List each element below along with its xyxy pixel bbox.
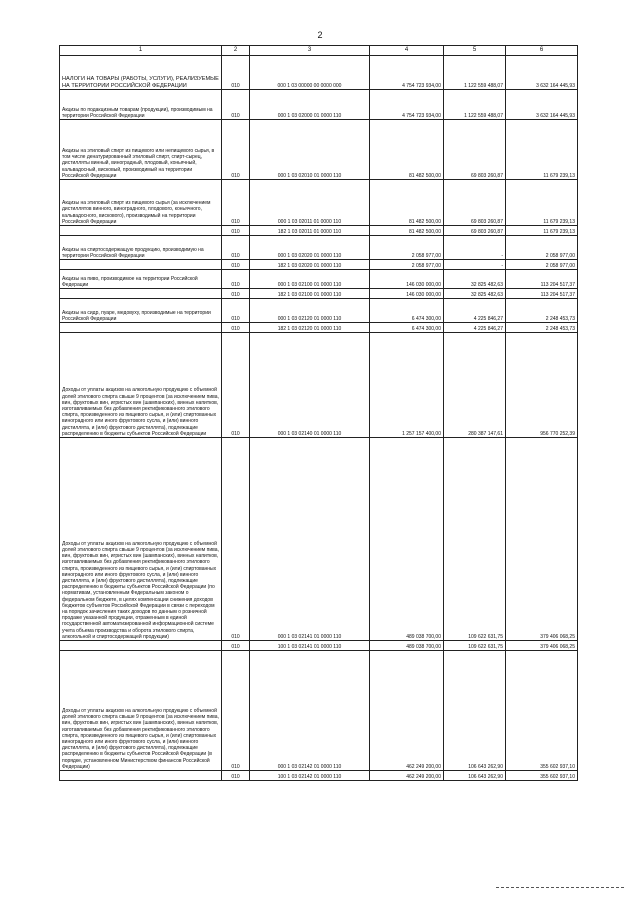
row-executed-amount: 106 643 262,90 (444, 771, 506, 781)
row-unexecuted-amount: 113 204 517,37 (506, 289, 578, 299)
row-line-code: 010 (222, 771, 250, 781)
row-approved-amount: 2 058 977,00 (370, 260, 444, 270)
row-unexecuted-amount: 379 406 068,25 (506, 641, 578, 651)
row-unexecuted-amount: 11 679 239,13 (506, 226, 578, 236)
row-line-code: 010 (222, 226, 250, 236)
row-executed-amount: - (444, 260, 506, 270)
row-budget-code: 182 1 03 02020 01 0000 110 (250, 260, 370, 270)
row-budget-code: 182 1 03 02120 01 0000 110 (250, 323, 370, 333)
footer-rule (496, 887, 624, 888)
row-unexecuted-amount: 11 679 239,13 (506, 120, 578, 180)
row-budget-code: 000 1 03 00000 00 0000 000 (250, 56, 370, 90)
table-body (60, 56, 578, 781)
row-unexecuted-amount: 113 204 517,37 (506, 270, 578, 289)
column-header-row (60, 46, 578, 56)
row-approved-amount: 489 038 700,00 (370, 641, 444, 651)
row-description: Доходы от уплаты акцизов на алкогольную продукцию с объемной долей этилового спирта свыше 9 процентов (за исключением пива, вин, фруктовых вин, игристых вин (шампанских), винных напитков, изготавливаемых без добавления ректификованного этилового спирта, произведенного из пищевого сырья, и (или) спиртованных виноградного или иного фруктового сусла, и (или) винного дистиллята, и (или) фруктового дистиллята), подлежащие распределению в бюджеты субъектов Российской Федерации (в порядке, установленном Министерством финансов Российской Федерации) (60, 651, 222, 771)
row-approved-amount: 6 474 300,00 (370, 323, 444, 333)
column-header-2: 2 (222, 46, 250, 56)
row-approved-amount: 6 474 300,00 (370, 299, 444, 323)
row-line-code: 010 (222, 56, 250, 90)
column-header-3: 3 (250, 46, 370, 56)
row-line-code: 010 (222, 180, 250, 226)
table-row (60, 333, 578, 438)
row-budget-code: 000 1 03 02011 01 0000 110 (250, 180, 370, 226)
row-executed-amount: - (444, 236, 506, 260)
row-unexecuted-amount: 2 058 977,00 (506, 260, 578, 270)
row-unexecuted-amount: 355 602 937,10 (506, 771, 578, 781)
column-header-5: 5 (444, 46, 506, 56)
table-row (60, 771, 578, 781)
row-line-code: 010 (222, 333, 250, 438)
row-description: НАЛОГИ НА ТОВАРЫ (РАБОТЫ, УСЛУГИ), РЕАЛИЗУЕМЫЕ НА ТЕРРИТОРИИ РОССИЙСКОЙ ФЕДЕРАЦИИ (60, 56, 222, 90)
row-approved-amount: 462 249 200,00 (370, 771, 444, 781)
table-row (60, 299, 578, 323)
row-approved-amount: 81 482 500,00 (370, 226, 444, 236)
table-row (60, 651, 578, 771)
row-unexecuted-amount: 11 679 239,13 (506, 180, 578, 226)
row-executed-amount: 4 225 846,27 (444, 323, 506, 333)
row-executed-amount: 109 622 631,75 (444, 438, 506, 641)
row-executed-amount: 69 803 260,87 (444, 180, 506, 226)
column-header-4: 4 (370, 46, 444, 56)
row-executed-amount: 1 122 559 488,07 (444, 56, 506, 90)
row-executed-amount: 106 643 262,90 (444, 651, 506, 771)
row-approved-amount: 146 030 000,00 (370, 289, 444, 299)
row-description: Акцизы по подакцизным товарам (продукции), производимым на территории Российской Федерации (60, 90, 222, 120)
row-description: Доходы от уплаты акцизов на алкогольную продукцию с объемной долей этилового спирта свыше 9 процентов (за исключением пива, вин, фруктовых вин, игристых вин (шампанских), винных напитков, изготавливаемых без добавления ректификованного этилового спирта, произведенного из пищевого сырья, и (или) спиртованных виноградного или иного фруктового сусла, и (или) винного дистиллята, и (или) фруктового дистиллята), подлежащие распределению в бюджеты субъектов Российской Федерации (60, 333, 222, 438)
table-row (60, 180, 578, 226)
row-line-code: 010 (222, 236, 250, 260)
row-line-code: 010 (222, 90, 250, 120)
row-executed-amount: 109 622 631,75 (444, 641, 506, 651)
row-approved-amount: 81 482 500,00 (370, 120, 444, 180)
row-unexecuted-amount: 355 602 937,10 (506, 651, 578, 771)
row-budget-code: 000 1 03 02140 01 0000 110 (250, 333, 370, 438)
row-line-code: 010 (222, 270, 250, 289)
row-executed-amount: 32 825 482,63 (444, 270, 506, 289)
row-approved-amount: 2 058 977,00 (370, 236, 444, 260)
row-line-code: 010 (222, 651, 250, 771)
table-row (60, 438, 578, 641)
row-budget-code: 000 1 03 02142 01 0000 110 (250, 651, 370, 771)
row-line-code: 010 (222, 299, 250, 323)
table-row (60, 270, 578, 289)
column-header-1: 1 (60, 46, 222, 56)
table-row (60, 323, 578, 333)
table-row (60, 289, 578, 299)
row-budget-code: 100 1 03 02141 01 0000 110 (250, 641, 370, 651)
row-executed-amount: 4 225 846,27 (444, 299, 506, 323)
row-approved-amount: 489 038 700,00 (370, 438, 444, 641)
row-description: Акцизы на этиловый спирт из пищевого или непищевого сырья, в том числе денатурированный этиловый спирт, спирт-сырец, дистилляты винный, виноградный, плодовый, коньячный, кальвадосный, висковый, производимый на территории Российской Федерации (60, 120, 222, 180)
row-approved-amount: 1 257 157 400,00 (370, 333, 444, 438)
row-budget-code: 000 1 03 02020 01 0000 110 (250, 236, 370, 260)
row-executed-amount: 1 122 559 488,07 (444, 90, 506, 120)
row-unexecuted-amount: 3 632 164 445,93 (506, 90, 578, 120)
row-description: Доходы от уплаты акцизов на алкогольную продукцию с объемной долей этилового спирта свыше 9 процентов (за исключением пива, вин, фруктовых вин, игристых вин (шампанских), винных напитков, изготавливаемых без добавления ректификованного этилового спирта, произведенного из пищевого сырья, и (или) спиртованных виноградного или иного фруктового сусла, и (или) винного дистиллята, и (или) фруктового дистиллята), подлежащие распределению в бюджеты субъектов Российской Федерации (по нормативам, установленным Федеральным законом о федеральном бюджете, в целях компенсации снижения доходов бюджетов субъектов Российской Федерации в связи с переходом на порядок зачисления таких доходов по данным о розничной продаже указанной продукции, отраженным в единой государственной автоматизированной информационной системе учета объема производства и оборота этилового спирта, алкогольной и спиртосодержащей продукции) (60, 438, 222, 641)
row-executed-amount: 69 803 260,87 (444, 226, 506, 236)
row-line-code: 010 (222, 289, 250, 299)
page-number: 2 (317, 30, 323, 40)
table-row (60, 641, 578, 651)
row-unexecuted-amount: 2 248 453,73 (506, 323, 578, 333)
table-row (60, 236, 578, 260)
row-line-code: 010 (222, 120, 250, 180)
row-executed-amount: 32 825 482,63 (444, 289, 506, 299)
row-budget-code: 000 1 03 02010 01 0000 110 (250, 120, 370, 180)
row-description (60, 771, 222, 781)
report-table (59, 45, 578, 781)
row-line-code: 010 (222, 260, 250, 270)
row-unexecuted-amount: 2 058 977,00 (506, 236, 578, 260)
row-description (60, 226, 222, 236)
row-description: Акцизы на этиловый спирт из пищевого сырья (за исключением дистиллятов винного, виноградного, плодового, коньячного, кальвадосного, вискового), производимый на территории Российской Федерации (60, 180, 222, 226)
column-header-6: 6 (506, 46, 578, 56)
row-budget-code: 000 1 03 02120 01 0000 110 (250, 299, 370, 323)
table-row (60, 56, 578, 90)
row-line-code: 010 (222, 438, 250, 641)
row-budget-code: 100 1 03 02142 01 0000 110 (250, 771, 370, 781)
table-row (60, 226, 578, 236)
row-budget-code: 000 1 03 02141 01 0000 110 (250, 438, 370, 641)
table-row (60, 90, 578, 120)
row-description: Акцизы на сидр, пуаре, медовуху, производимые на территории Российской Федерации (60, 299, 222, 323)
row-approved-amount: 462 249 200,00 (370, 651, 444, 771)
row-description: Акцизы на пиво, производимое на территории Российской Федерации (60, 270, 222, 289)
row-unexecuted-amount: 956 770 252,39 (506, 333, 578, 438)
row-approved-amount: 81 482 500,00 (370, 180, 444, 226)
row-description (60, 323, 222, 333)
row-line-code: 010 (222, 641, 250, 651)
row-description (60, 260, 222, 270)
row-budget-code: 000 1 03 02000 01 0000 110 (250, 90, 370, 120)
table-row (60, 120, 578, 180)
table-row (60, 260, 578, 270)
row-approved-amount: 4 754 723 934,00 (370, 90, 444, 120)
row-unexecuted-amount: 2 248 453,73 (506, 299, 578, 323)
row-executed-amount: 69 803 260,87 (444, 120, 506, 180)
row-approved-amount: 146 030 000,00 (370, 270, 444, 289)
row-budget-code: 182 1 03 02011 01 0000 110 (250, 226, 370, 236)
row-budget-code: 000 1 03 02100 01 0000 110 (250, 270, 370, 289)
row-unexecuted-amount: 3 632 164 445,93 (506, 56, 578, 90)
row-description: Акцизы на спиртосодержащую продукцию, производимую на территории Российской Федерации (60, 236, 222, 260)
row-executed-amount: 280 387 147,61 (444, 333, 506, 438)
row-unexecuted-amount: 379 406 068,25 (506, 438, 578, 641)
row-line-code: 010 (222, 323, 250, 333)
row-approved-amount: 4 754 723 934,00 (370, 56, 444, 90)
row-budget-code: 182 1 03 02100 01 0000 110 (250, 289, 370, 299)
row-description (60, 289, 222, 299)
row-description (60, 641, 222, 651)
